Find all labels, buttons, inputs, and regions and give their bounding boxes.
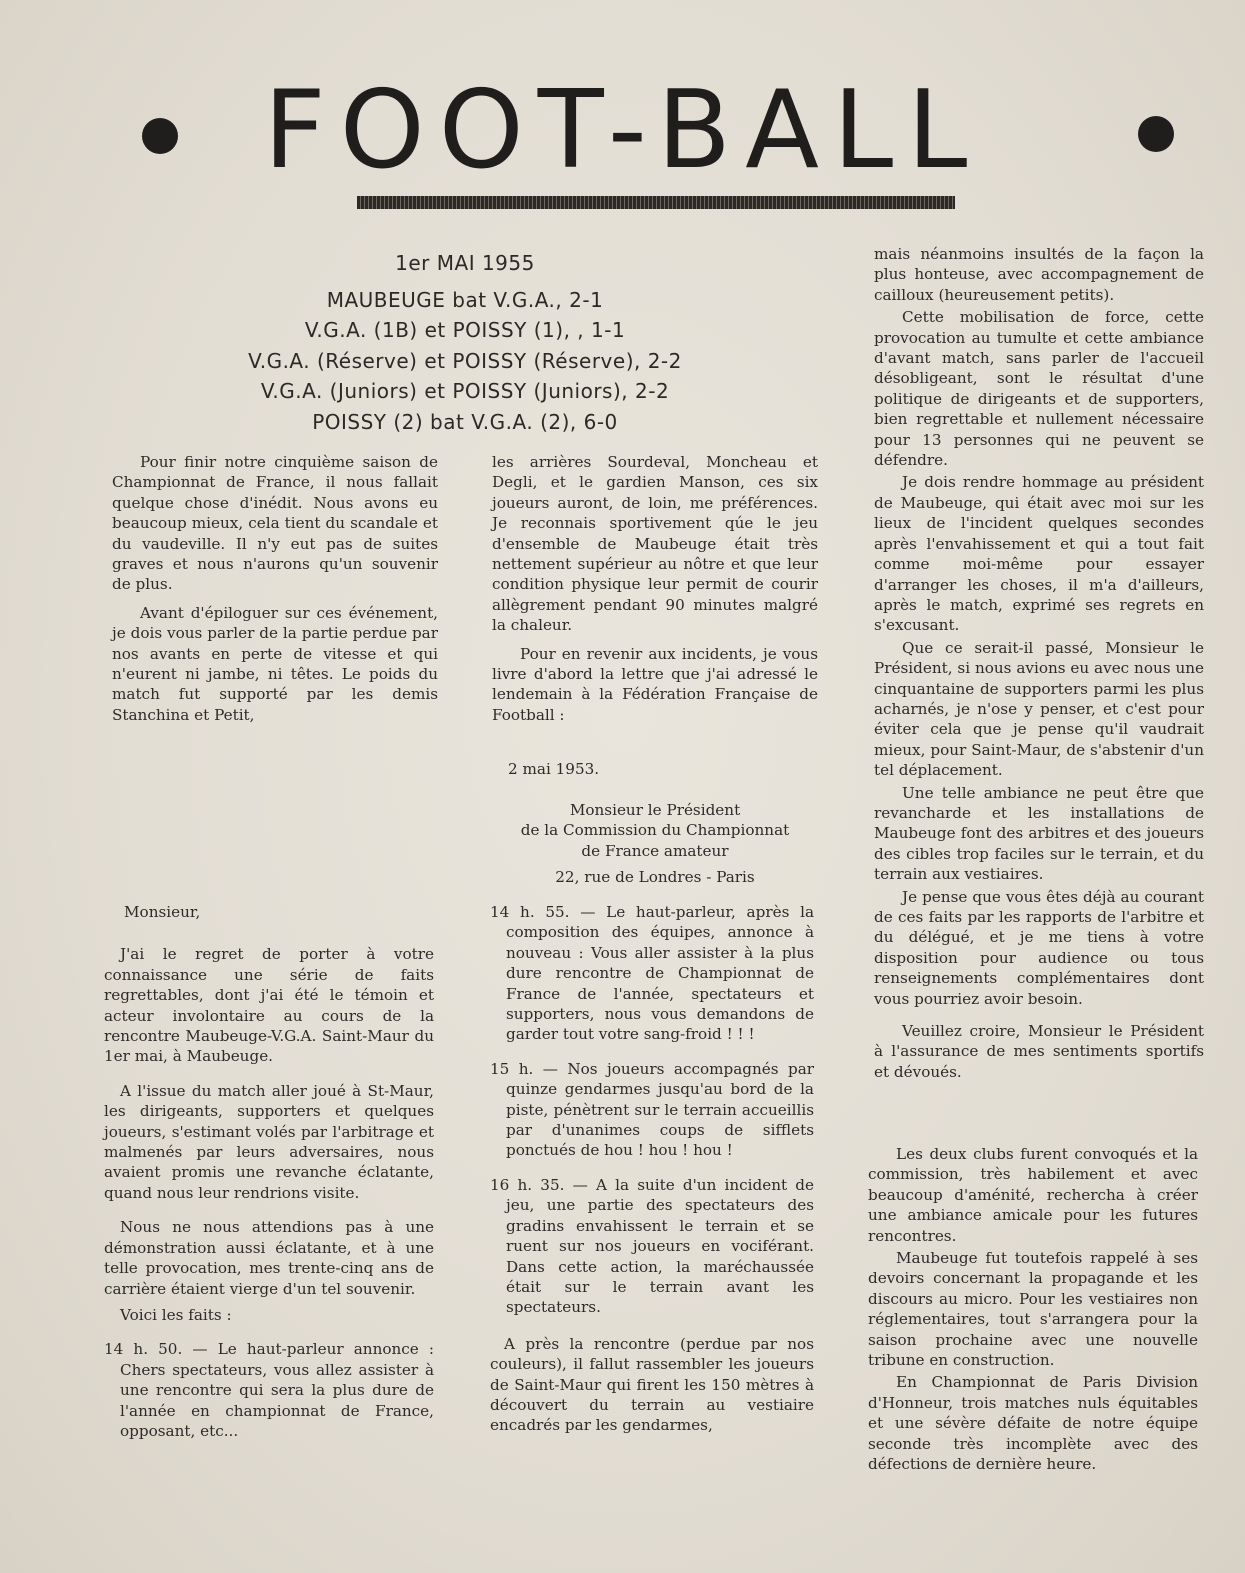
paragraph [490, 1059, 814, 1161]
result-line: V.G.A. (Juniors) et POISSY (Juniors), 2-2 [260, 379, 670, 403]
paragraph [490, 902, 814, 1045]
paragraph: Veuillez croire, Monsieur le Président à l'assurance de mes sentiments sportifs et dévoués. [874, 1022, 1204, 1081]
time-stamp: 15 h. [490, 1059, 534, 1078]
paragraph: En Championnat de Paris Division d'Honneur, trois matches nuls équitables et une sévère défaite de notre équipe seconde très incomplète avec des défections de dernière heure. [868, 1373, 1198, 1474]
letter-column-2 [490, 902, 814, 1444]
letter-column-1 [104, 902, 434, 1449]
column-1-intro [112, 452, 438, 733]
paragraph: A près la rencontre (perdue par nos couleurs), il fallut rassembler les joueurs de Saint-Maur qui firent les 150 mètres à découvert du terrain au vestiaire encadrés par les gendarmes, [490, 1334, 814, 1435]
paragraph-text: — Le haut-parleur annonce : Chers spectateurs, vous allez assister à une rencontre qui sera la plus dure de l'année en championnat de France, opposant, etc... [120, 1340, 434, 1440]
bullet-dot-right [1138, 116, 1174, 152]
column-3 [874, 244, 1204, 1090]
paragraph [104, 1339, 434, 1441]
paragraph: Avant d'épiloguer sur ces événement, je dois vous parler de la partie perdue par nos avants en perte de vitesse et qui n'eurent ni jambe, ni têtes. Le poids du match fut supporté par les demis Stanchina et Petit, [112, 603, 438, 724]
paragraph: Nous ne nous attendions pas à une démonstration aussi éclatante, et à une telle provocation, mes trente-cinq ans de carrière étaient vierge d'un tel souvenir. [104, 1218, 434, 1298]
letter-address-line: de France amateur [581, 841, 729, 860]
paragraph: Cette mobilisation de force, cette provocation au tumulte et cette ambiance d'avant match, sans parler de l'accueil désobligeant, sont le résultat d'une politique de dirigeants et de supporters, bien regrettable et nullement nécessaire pour 13 personnes qui ne peuvent se défendre. [874, 308, 1204, 470]
paragraph: Je dois rendre hommage au président de Maubeuge, qui était avec moi sur les lieux de l'incident quelques secondes après l'envahissement et qui a tout fait comme moi-même pour essayer d'arranger les choses, il m'a d'ailleurs, après le match, exprimé ses regrets en s'excusant. [874, 473, 1204, 635]
paragraph: A l'issue du match aller joué à St-Maur, les dirigeants, supporters et quelques joueurs, s'estimant volés par l'arbitrage et malmenés par leurs adversaires, nous avaient promis une revanche éclatante, quand nous leur rendrions visite. [104, 1081, 434, 1202]
paragraph: Que ce serait-il passé, Monsieur le Président, si nous avions eu avec nous une cinquantaine de supporters parmi les plus acharnés, je n'ose y penser, et c'est pour éviter cela que je pense qu'il vaudrait mieux, pour Saint-Maur, de s'abstenir d'un tel déplacement. [874, 638, 1204, 780]
paragraph-text: — Nos joueurs accompagnés par quinze gendarmes jusqu'au bord de la piste, pénètrent sur le terrain accueillis par d'unanimes coups de sifflets ponctués de hou ! hou ! hou ! [506, 1059, 815, 1160]
column-3-closing [868, 1144, 1198, 1483]
result-line: MAUBEUGE bat V.G.A., 2-1 [326, 287, 604, 312]
time-stamp: 16 h. 35. [490, 1175, 565, 1194]
results-headline [180, 248, 750, 437]
paragraph-text: — A la suite d'un incident de jeu, une partie des spectateurs des gradins envahissent le terrain et se ruent sur nos joueurs en vociférant. Dans cette action, la maréchaussée était sur le terrain avant les spectateurs. [506, 1175, 814, 1317]
letter-address-line: Monsieur le Président [569, 800, 741, 819]
paragraph-text: — Le haut-parleur, après la composition des équipes, annonce à nouveau : Vous aller assister à la plus dure rencontre de Championnat de France de l'année, spectateurs et supporters, nous vous demandons de garder tout votre sang-froid ! ! ! [506, 903, 814, 1044]
letter-salutation: Monsieur, [124, 903, 201, 921]
paragraph: Pour finir notre cinquième saison de Championnat de France, il nous fallait quelque chose d'inédit. Nous avons eu beaucoup mieux, cela tient du scandale et du vaudeville. Il n'y eut pas de suites graves et nous n'aurons qu'un souvenir de plus. [112, 453, 438, 594]
time-stamp: 14 h. 50. [104, 1340, 183, 1359]
paragraph: Pour en revenir aux incidents, je vous livre d'abord la lettre que j'ai adressé le lendemain à la Fédération Française de Football : [492, 644, 818, 724]
result-line: V.G.A. (Réserve) et POISSY (Réserve), 2-2 [248, 348, 682, 373]
letter-date: 2 mai 1953. [508, 760, 600, 779]
result-line: POISSY (2) bat V.G.A. (2), 6-0 [312, 409, 618, 434]
paragraph: mais néanmoins insultés de la façon la plus honteuse, avec accompagnement de cailloux (heureusement petits). [874, 245, 1204, 304]
paragraph: J'ai le regret de porter à votre connaissance une série de faits regrettables, dont j'ai été le témoin et acteur involontaire au cours de la rencontre Maubeuge-V.G.A. Saint-Maur du 1er mai, à Maubeuge. [104, 945, 434, 1066]
paragraph: Je pense que vous êtes déjà au courant de ces faits par les rapports de l'arbitre et du délégué, et je me tiens à votre disposition pour audience ou tous renseignements complémentaires dont vous pourriez avoir besoin. [874, 887, 1204, 1008]
paragraph: Maubeuge fut toutefois rappelé à ses devoirs concernant la propagande et les discours au micro. Pour les vestiaires non réglementaires, tout s'arrangera pour la saison prochaine avec une nouvelle tribune en construction. [868, 1249, 1198, 1370]
paragraph: Les deux clubs furent convoqués et la commission, très habilement et avec beaucoup d'aménité, rechercha à créer une ambiance amicale pour les futures rencontres. [868, 1145, 1198, 1245]
paragraph: les arrières Sourdeval, Moncheau et Degli, et le gardien Manson, ces six joueurs auront, de loin, me préférences. Je reconnais sportivement qúe le jeu d'ensemble de Maubeuge était très nettement supérieur au nôtre et que leur condition physique leur permit de courir allègrement pendant 90 minutes malgré la chaleur. [492, 453, 818, 635]
page-title: FOOT-BALL [263, 68, 982, 193]
column-2-intro [492, 452, 818, 887]
letter-address-line: de la Commission du Championnat [520, 821, 790, 840]
time-stamp: 14 h. 55. [490, 903, 570, 921]
paragraph: Une telle ambiance ne peut être que revancharde et les installations de Maubeuge font des arbitres et des joueurs des cibles trop faciles sur le terrain, et du terrain aux vestiaires. [874, 783, 1204, 884]
paragraph: Voici les faits : [120, 1305, 232, 1324]
match-date: 1er MAI 1955 [395, 251, 535, 275]
paragraph [490, 1175, 814, 1318]
letter-address-line: 22, rue de Londres - Paris [555, 867, 755, 886]
title-underline-rule [357, 196, 955, 209]
result-line: V.G.A. (1B) et POISSY (1), , 1-1 [304, 318, 626, 342]
